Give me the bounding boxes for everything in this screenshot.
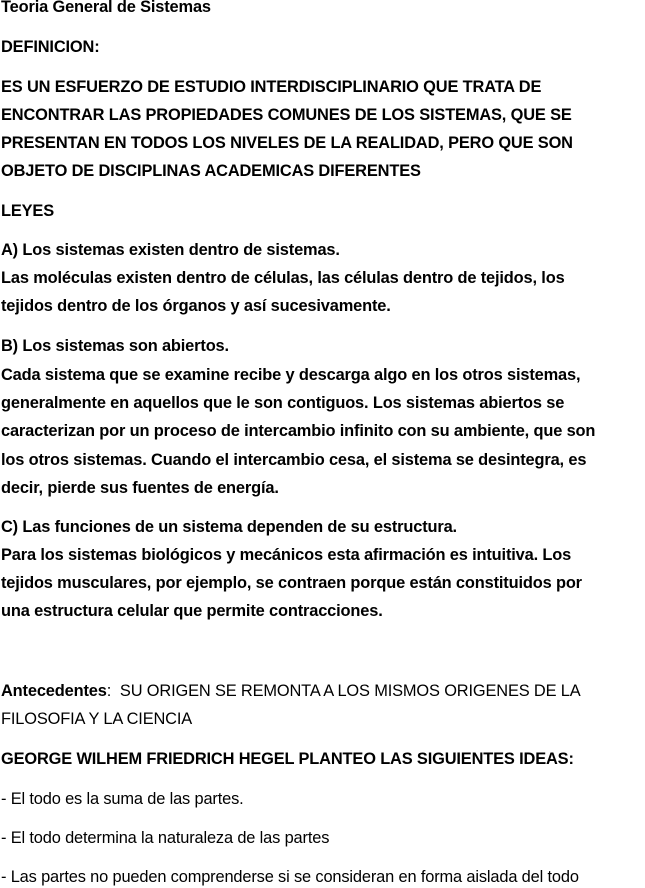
law-c-line: tejidos musculares, por ejemplo, se contraen porque están constituidos por bbox=[1, 574, 582, 592]
hegel-idea: - Las partes no pueden comprenderse si se consideran en forma aislada del todo bbox=[1, 868, 579, 886]
hegel-heading: GEORGE WILHEM FRIEDRICH HEGEL PLANTEO LAS SIGUIENTES IDEAS: bbox=[1, 750, 574, 768]
law-a-heading: A) Los sistemas existen dentro de sistemas. bbox=[1, 241, 340, 259]
antecedentes-line bbox=[1, 681, 581, 701]
hegel-idea: - El todo es la suma de las partes. bbox=[1, 790, 244, 808]
definition-heading: DEFINICION: bbox=[1, 38, 100, 56]
laws-heading: LEYES bbox=[1, 202, 54, 220]
law-b-line: los otros sistemas. Cuando el intercambio cesa, el sistema se desintegra, es bbox=[1, 451, 587, 469]
law-c-line: una estructura celular que permite contracciones. bbox=[1, 602, 383, 620]
law-a-line: tejidos dentro de los órganos y así sucesivamente. bbox=[1, 297, 391, 315]
hegel-idea: - El todo determina la naturaleza de las partes bbox=[1, 829, 330, 847]
law-c-heading: C) Las funciones de un sistema dependen de su estructura. bbox=[1, 518, 457, 536]
definition-line: OBJETO DE DISCIPLINAS ACADEMICAS DIFERENTES bbox=[1, 162, 421, 180]
antecedentes-colon: : bbox=[106, 682, 112, 700]
antecedentes-text-continued: FILOSOFIA Y LA CIENCIA bbox=[1, 710, 193, 728]
law-b-line: generalmente en aquellos que le son contiguos. Los sistemas abiertos se bbox=[1, 394, 565, 412]
definition-line: ENCONTRAR LAS PROPIEDADES COMUNES DE LOS SISTEMAS, QUE SE bbox=[1, 106, 572, 124]
law-b-line: decir, pierde sus fuentes de energía. bbox=[1, 479, 279, 497]
document-title: Teoria General de Sistemas bbox=[1, 0, 211, 16]
definition-line: PRESENTAN EN TODOS LOS NIVELES DE LA REALIDAD, PERO QUE SON bbox=[1, 134, 573, 152]
law-c-line: Para los sistemas biológicos y mecánicos esta afirmación es intuitiva. Los bbox=[1, 546, 572, 564]
antecedentes-label: Antecedentes bbox=[1, 682, 107, 700]
law-b-line: Cada sistema que se examine recibe y descarga algo en los otros sistemas, bbox=[1, 366, 581, 384]
law-b-line: caracterizan por un proceso de intercambio infinito con su ambiente, que son bbox=[1, 422, 596, 440]
definition-line: ES UN ESFUERZO DE ESTUDIO INTERDISCIPLINARIO QUE TRATA DE bbox=[1, 78, 542, 96]
law-b-heading: B) Los sistemas son abiertos. bbox=[1, 337, 229, 355]
antecedentes-text: SU ORIGEN SE REMONTA A LOS MISMOS ORIGENES DE LA bbox=[119, 682, 581, 700]
law-a-line: Las moléculas existen dentro de células, las células dentro de tejidos, los bbox=[1, 269, 565, 287]
